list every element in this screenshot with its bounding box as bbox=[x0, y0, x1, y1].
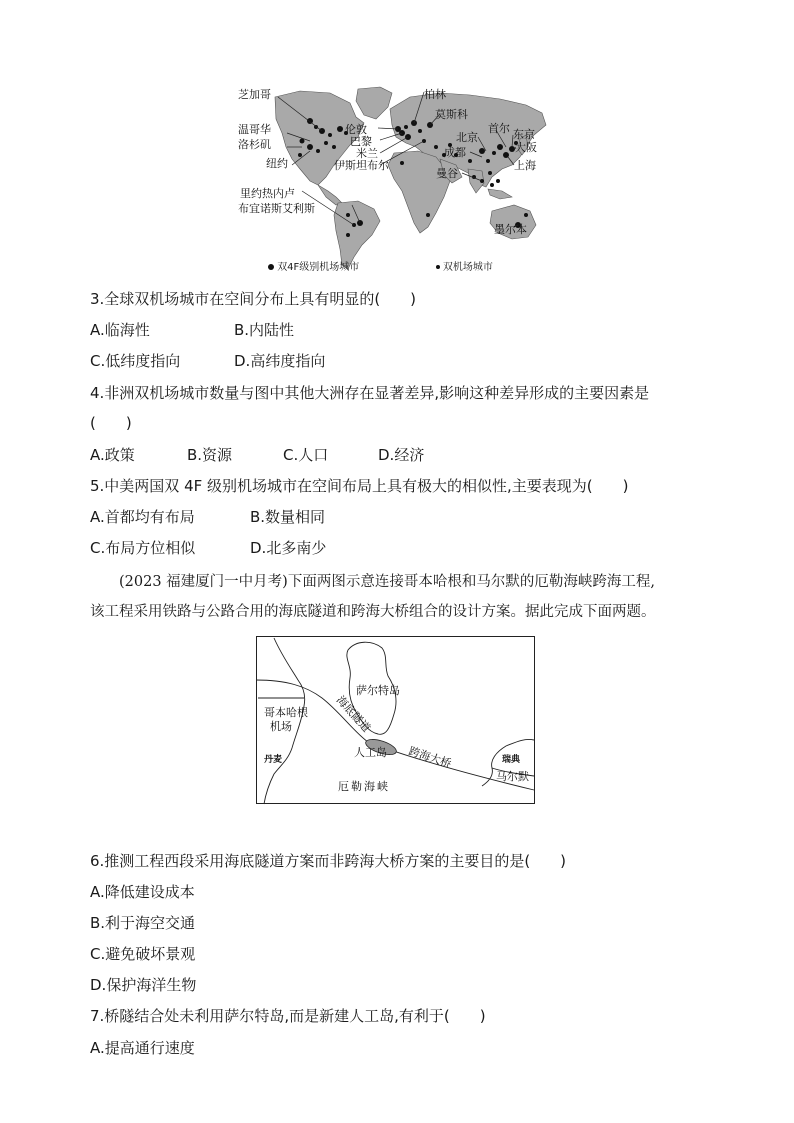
oresund-strait-map bbox=[256, 636, 536, 806]
q7-option-a[interactable]: A.提高通行速度 bbox=[90, 1039, 195, 1057]
city-label-chicago: 芝加哥 bbox=[238, 88, 271, 101]
q4-option-c[interactable]: C.人口 bbox=[283, 446, 329, 464]
q5-option-a[interactable]: A.首都均有布局 bbox=[90, 508, 195, 526]
city-label-bangkok: 曼谷 bbox=[436, 167, 458, 180]
city-label-moscow: 莫斯科 bbox=[435, 108, 468, 121]
africa-shape bbox=[388, 151, 450, 233]
legend-small-label: 双机场城市 bbox=[442, 262, 493, 273]
city-label-berlin: 柏林 bbox=[424, 88, 446, 101]
legend-big-label: 双4F级别机场城市 bbox=[277, 262, 360, 273]
south-america-shape bbox=[334, 201, 380, 269]
saltholm-label: 萨尔特岛 bbox=[356, 684, 400, 697]
central-america-shape bbox=[318, 185, 342, 205]
city-label-seoul: 首尔 bbox=[488, 122, 510, 135]
q5-option-b[interactable]: B.数量相同 bbox=[250, 508, 326, 526]
legend-big-dot-icon bbox=[268, 264, 274, 270]
q6-option-a[interactable]: A.降低建设成本 bbox=[90, 883, 195, 901]
sweden-label: 瑞典 bbox=[502, 755, 521, 765]
bridge-label: 跨海大桥 bbox=[407, 744, 453, 771]
map-legend bbox=[268, 261, 493, 275]
question-4-paren: ( ) bbox=[90, 414, 132, 432]
city-label-london: 伦敦 bbox=[345, 123, 367, 136]
q4-option-a[interactable]: A.政策 bbox=[90, 446, 135, 464]
q4-option-d[interactable]: D.经济 bbox=[378, 446, 425, 464]
denmark-label: 丹麦 bbox=[264, 755, 283, 765]
city-label-los-angeles: 洛杉矶 bbox=[238, 138, 271, 151]
q4-option-b[interactable]: B.资源 bbox=[187, 446, 233, 464]
question-5-stem: 5.中美两国双 4F 级别机场城市在空间布局上具有极大的相似性,主要表现为( ) bbox=[90, 477, 629, 495]
city-label-new-york: 纽约 bbox=[266, 157, 288, 170]
legend-small-dot-icon bbox=[436, 265, 440, 269]
city-label-beijing: 北京 bbox=[456, 131, 478, 144]
q3-option-d[interactable]: D.高纬度指向 bbox=[234, 352, 326, 370]
q6-option-d[interactable]: D.保护海洋生物 bbox=[90, 976, 197, 994]
oresund-label: 厄勒海峡 bbox=[338, 780, 390, 793]
greenland-shape bbox=[356, 87, 392, 119]
world-airport-map bbox=[230, 85, 560, 280]
copenhagen-airport-label-2: 机场 bbox=[270, 720, 292, 733]
city-label-tokyo: 东京 bbox=[513, 128, 535, 141]
question-4-stem: 4.非洲双机场城市数量与图中其他大洲存在显著差异,影响这种差异形成的主要因素是 bbox=[90, 384, 650, 402]
city-label-paris: 巴黎 bbox=[350, 135, 372, 148]
q3-option-a[interactable]: A.临海性 bbox=[90, 321, 150, 339]
question-7-stem: 7.桥隧结合处未利用萨尔特岛,而是新建人工岛,有利于( ) bbox=[90, 1007, 486, 1025]
city-label-istanbul: 伊斯坦布尔 bbox=[334, 159, 389, 172]
question-6-stem: 6.推测工程西段采用海底隧道方案而非跨海大桥方案的主要目的是( ) bbox=[90, 852, 567, 870]
intro-paragraph-line-2: 该工程采用铁路与公路合用的海底隧道和跨海大桥组合的设计方案。据此完成下面两题。 bbox=[90, 604, 656, 620]
artificial-island-label: 人工岛 bbox=[354, 746, 387, 759]
q6-option-c[interactable]: C.避免破坏景观 bbox=[90, 945, 196, 963]
intro-paragraph-line-1: (2023 福建厦门一中月考)下面两图示意连接哥本哈根和马尔默的厄勒海峡跨海工程, bbox=[119, 574, 655, 590]
copenhagen-airport-label-1: 哥本哈根 bbox=[264, 706, 308, 719]
q5-option-d[interactable]: D.北多南少 bbox=[250, 539, 327, 557]
city-label-vancouver: 温哥华 bbox=[238, 123, 271, 136]
city-label-osaka: 大阪 bbox=[515, 141, 537, 154]
q3-option-b[interactable]: B.内陆性 bbox=[234, 321, 295, 339]
malmo-label: 马尔默 bbox=[496, 770, 529, 783]
sea-islands-shape bbox=[488, 189, 512, 199]
q6-option-b[interactable]: B.利于海空交通 bbox=[90, 914, 196, 932]
city-label-shanghai: 上海 bbox=[514, 159, 536, 172]
tunnel-label: 海底隧道 bbox=[333, 693, 373, 735]
city-label-melbourne: 墨尔本 bbox=[494, 223, 527, 236]
q5-option-c[interactable]: C.布局方位相似 bbox=[90, 539, 196, 557]
city-label-buenos-aires: 布宜诺斯艾利斯 bbox=[238, 202, 315, 215]
city-label-milan: 米兰 bbox=[356, 147, 378, 160]
city-label-chengdu: 成都 bbox=[444, 146, 466, 159]
question-3-stem: 3.全球双机场城市在空间分布上具有明显的( ) bbox=[90, 290, 417, 308]
city-label-rio: 里约热内卢 bbox=[240, 187, 295, 200]
q3-option-c[interactable]: C.低纬度指向 bbox=[90, 352, 181, 370]
